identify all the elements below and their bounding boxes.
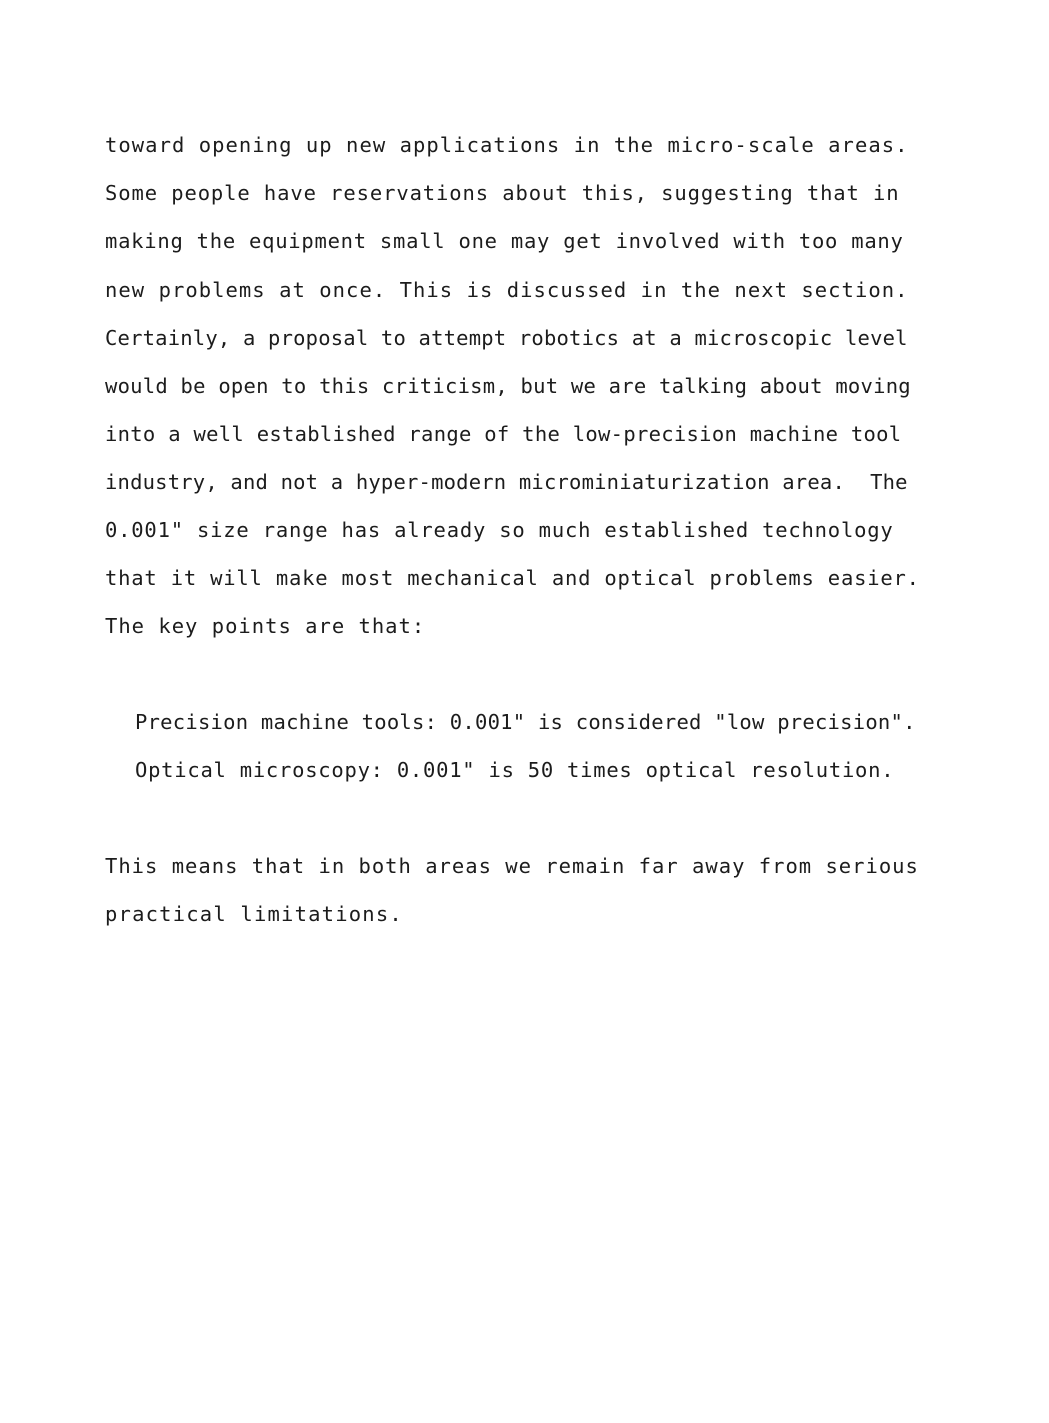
body-text-line-6: would be open to this criticism, but we are talking about moving [105, 374, 911, 398]
conclusion-text-line-2: practical limitations. [105, 902, 403, 926]
conclusion-text-line-1: This means that in both areas we remain far away from serious [105, 854, 919, 878]
body-text-line-10: that it will make most mechanical and optical problems easier. [105, 566, 920, 590]
body-text-line-7: into a well established range of the low-precision machine tool [105, 422, 902, 446]
body-text-line-4: new problems at once. This is discussed in the next section. [105, 278, 909, 302]
body-text-line-2: Some people have reservations about this, suggesting that in [105, 181, 900, 205]
body-text-line-5: Certainly, a proposal to attempt robotics at a microscopic level [105, 326, 908, 350]
body-text-line-1: toward opening up new applications in the micro-scale areas. [105, 133, 909, 157]
key-point-precision-machine-tools: Precision machine tools: 0.001" is considered "low precision". [135, 710, 916, 734]
body-text-line-8: industry, and not a hyper-modern microminiaturization area. The [105, 470, 908, 494]
key-point-optical-microscopy: Optical microscopy: 0.001" is 50 times optical resolution. [135, 758, 895, 782]
body-text-line-11: The key points are that: [105, 614, 426, 638]
body-text-line-3: making the equipment small one may get involved with too many [105, 229, 904, 253]
body-text-line-9: 0.001" size range has already so much established technology [105, 518, 894, 542]
